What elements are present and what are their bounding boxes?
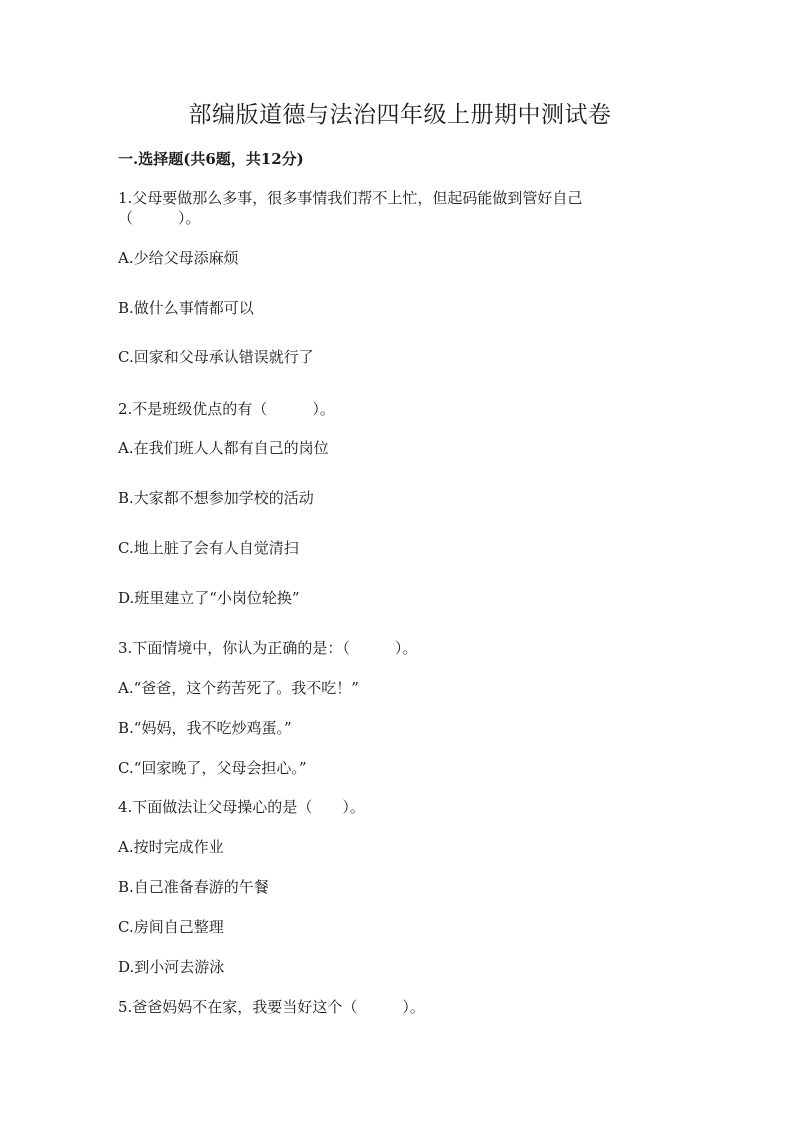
- question-2-option-b: B.大家都不想参加学校的活动: [118, 489, 314, 507]
- question-4-option-c: C.房间自己整理: [118, 918, 224, 936]
- question-1-option-b: B.做什么事情都可以: [118, 299, 254, 317]
- question-3-option-b: B.“妈妈，我不吃炒鸡蛋。”: [118, 719, 292, 737]
- question-4-option-b: B.自己准备春游的午餐: [118, 878, 269, 896]
- question-5-stem: 5.爸爸妈妈不在家，我要当好这个（ ）。: [118, 998, 425, 1016]
- question-1-stem-continued: （ ）。: [118, 209, 201, 227]
- question-2-option-d: D.班里建立了“小岗位轮换”: [118, 589, 300, 607]
- question-2-stem: 2.不是班级优点的有（ ）。: [118, 400, 335, 418]
- question-4-option-d: D.到小河去游泳: [118, 958, 225, 976]
- question-3-option-c: C.“回家晚了，父母会担心。”: [118, 759, 307, 777]
- question-4-option-a: A.按时完成作业: [118, 838, 224, 856]
- question-4-stem: 4.下面做法让父母操心的是（ ）。: [118, 798, 365, 816]
- question-3-option-a: A.“爸爸，这个药苦死了。我不吃！”: [118, 679, 359, 697]
- question-3-stem: 3.下面情境中，你认为正确的是：（ ）。: [118, 639, 418, 657]
- page-title: 部编版道德与法治四年级上册期中测试卷: [188, 102, 612, 128]
- question-2-option-a: A.在我们班人人都有自己的岗位: [118, 439, 329, 457]
- section-heading: 一.选择题(共6题，共12分): [118, 150, 304, 168]
- question-1-stem: 1.父母要做那么多事，很多事情我们帮不上忙，但起码能做到管好自己: [118, 189, 583, 207]
- question-1-option-a: A.少给父母添麻烦: [118, 249, 239, 267]
- question-2-option-c: C.地上脏了会有人自觉清扫: [118, 539, 299, 557]
- question-1-option-c: C.回家和父母承认错误就行了: [118, 348, 314, 366]
